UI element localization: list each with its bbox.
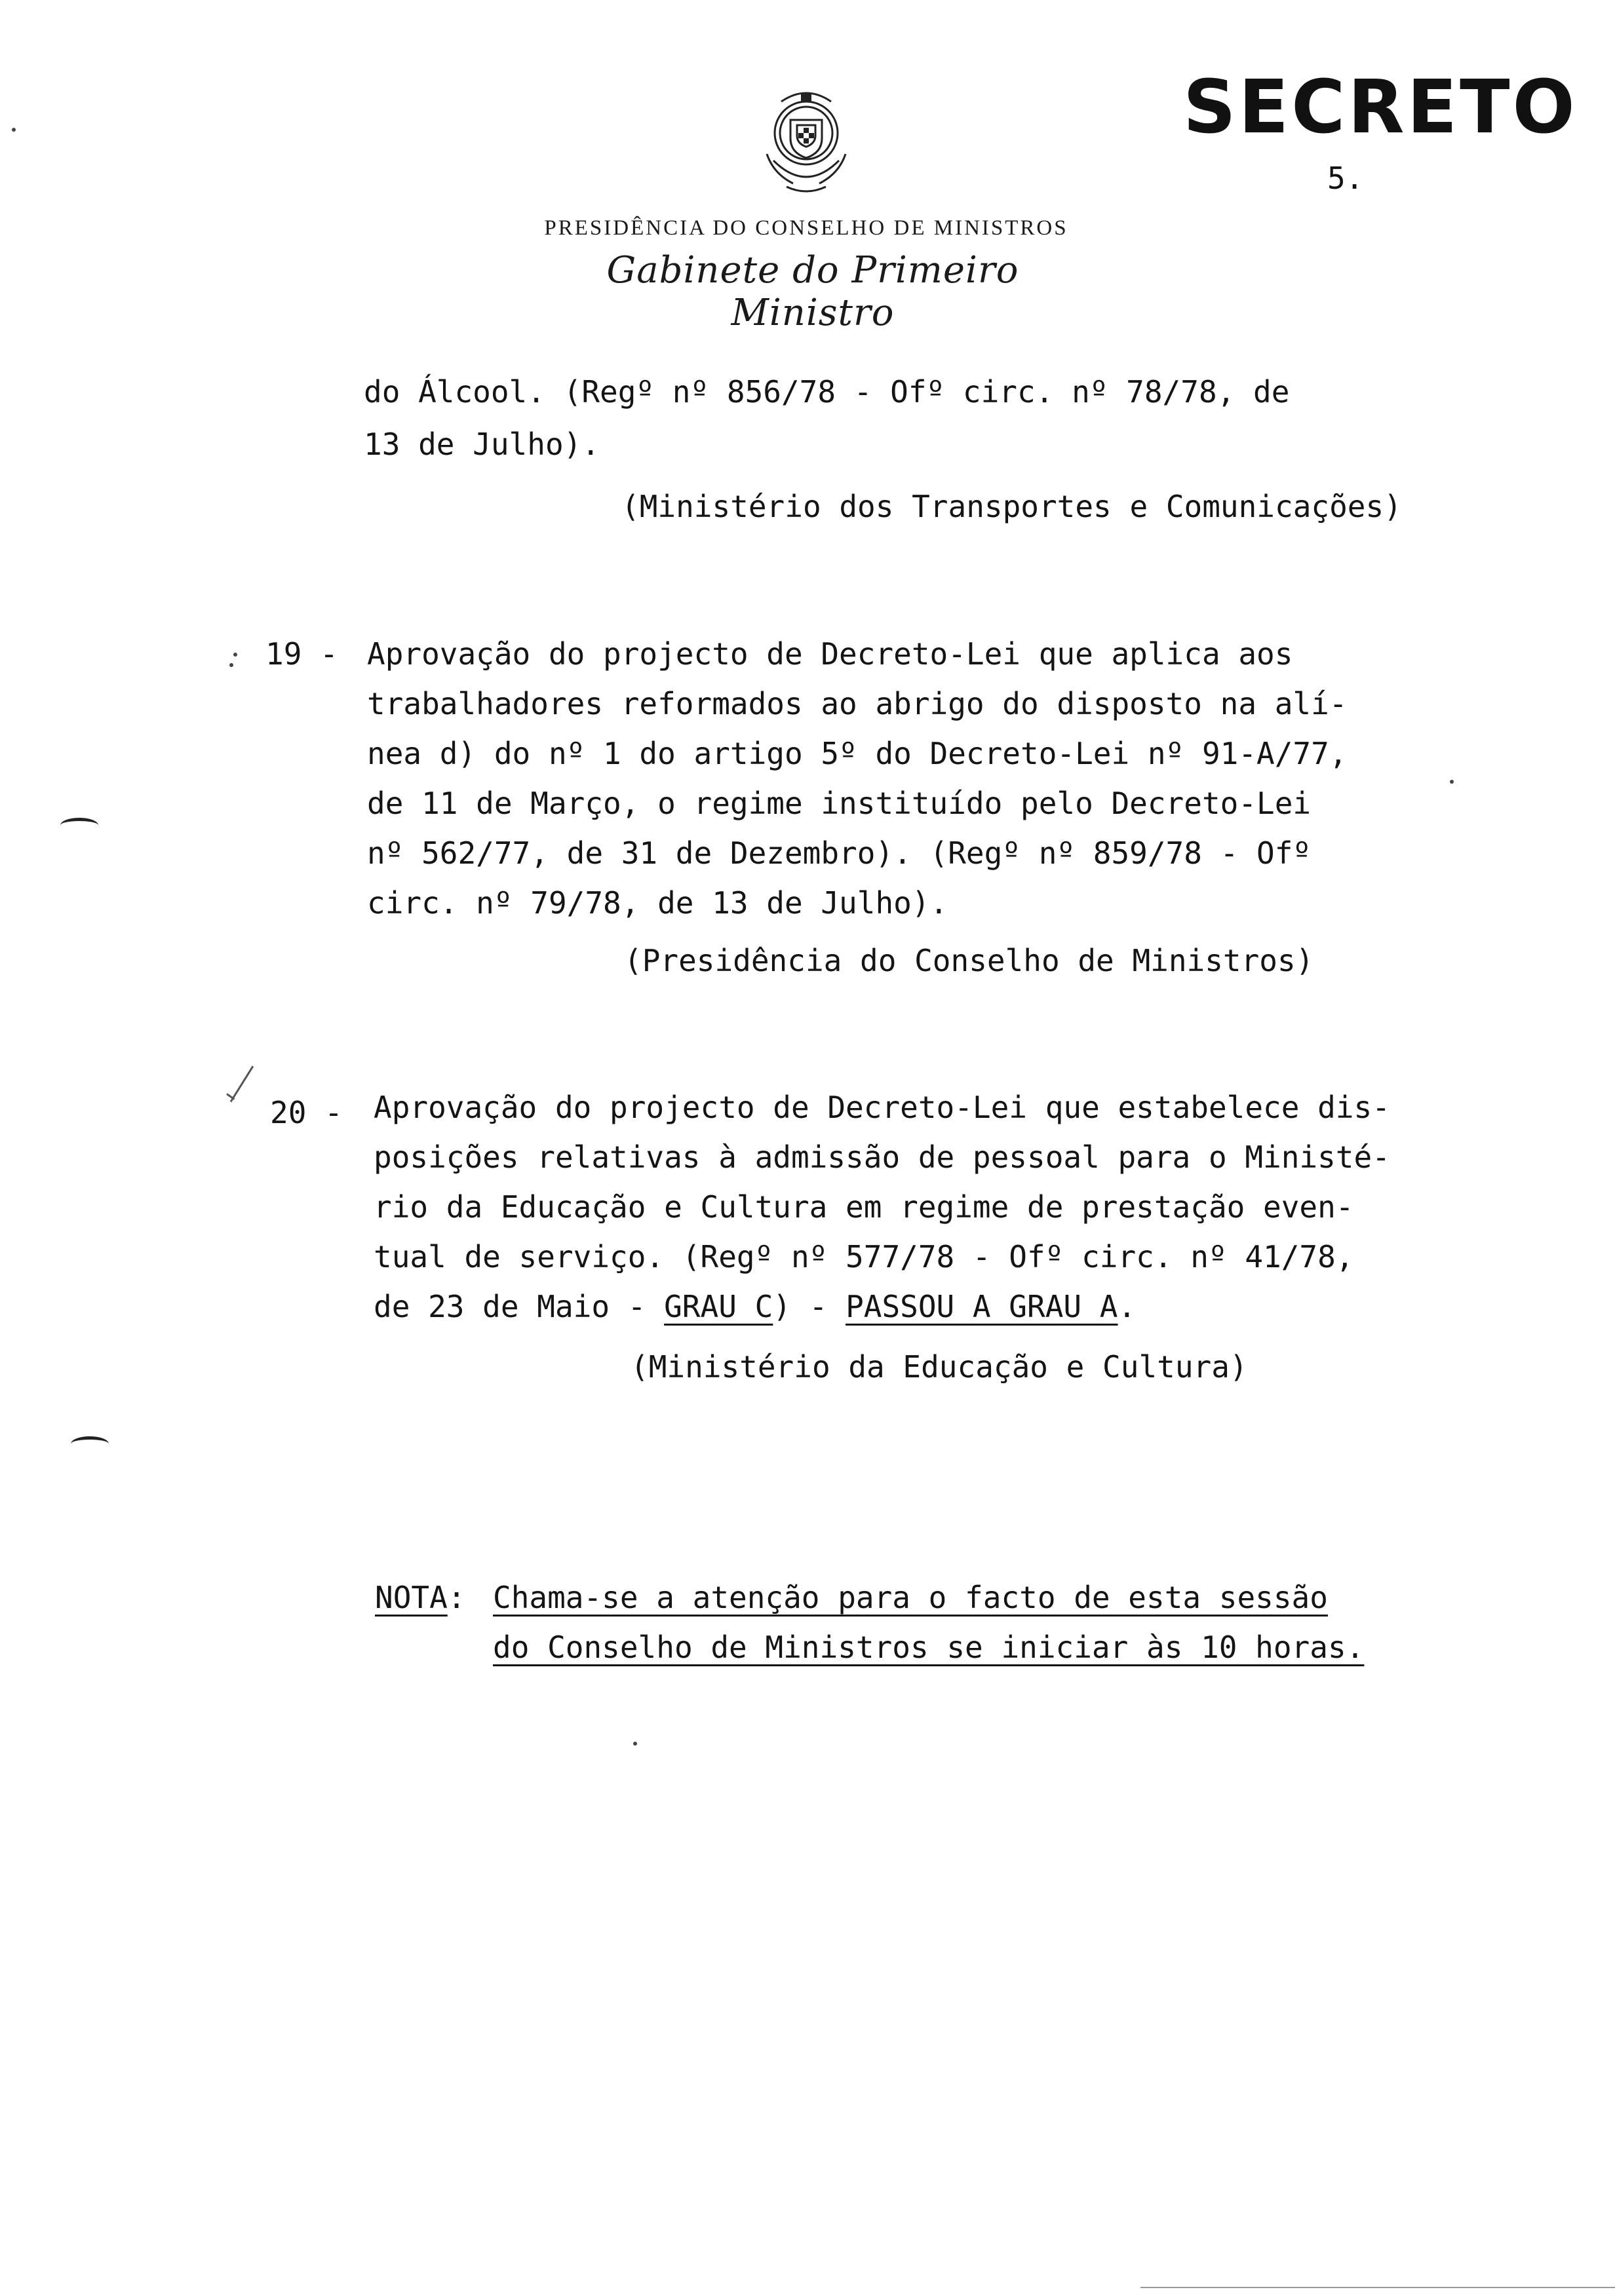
item-last-line-prefix: de 23 de Maio - [374,1289,665,1324]
item-line: Aprovação do projecto de Decreto-Lei que estabelece dis- [374,1090,1390,1125]
note-label: NOTA [375,1580,448,1615]
item-line: nea d) do nº 1 do artigo 5º do Decreto-Lei nº 91-A/77, [367,736,1348,771]
page-number: 5. [1327,161,1364,196]
margin-dot [12,128,16,132]
note-label-line [375,1573,465,1622]
note-line: Chama-se a atenção para o facto de esta sessão [493,1580,1328,1615]
grade-status: PASSOU A GRAU A [846,1289,1118,1324]
item-line: posições relativas à admissão de pessoal para o Ministé- [374,1139,1390,1175]
coat-of-arms-icon [741,82,872,206]
item-line: Aprovação do projecto de Decreto-Lei que aplica aos [367,636,1293,672]
continuation-line: do Álcool. (Regº nº 856/78 - Ofº circ. nº 78/78, de [364,374,1290,410]
continuation-ministry: (Ministério dos Transportes e Comunicações) [621,489,1402,524]
item-last-line-suffix: . [1118,1289,1137,1324]
item-last-line [374,1282,1136,1331]
item-line: circ. nº 79/78, de 13 de Julho). [367,885,948,921]
item-number: 19 - [265,636,338,672]
margin-dot [1450,780,1454,784]
institution-heading: PRESIDÊNCIA DO CONSELHO DE MINISTROS [544,216,1068,240]
item-ministry: (Ministério da Educação e Cultura) [631,1349,1248,1385]
item-number: 20 - [270,1095,343,1130]
note-colon: : [447,1580,466,1615]
item-last-line-middle: ) - [773,1289,846,1324]
hole-punch-mark [60,818,98,833]
continuation-line: 13 de Julho). [364,427,600,462]
item-line: rio da Educação e Cultura em regime de prestação even- [374,1189,1354,1225]
item-line: de 11 de Março, o regime instituído pelo Decreto-Lei [367,786,1312,821]
item-line: tual de serviço. (Regº nº 577/78 - Ofº circ. nº 41/78, [374,1239,1354,1274]
margin-dot [229,663,233,667]
item-line: trabalhadores reformados ao abrigo do disposto na alí- [367,686,1348,721]
hole-punch-mark [71,1436,109,1451]
grade-label: GRAU C [664,1289,773,1324]
cabinet-subheading: Gabinete do Primeiro Ministro [606,249,1019,334]
margin-dot [233,653,237,657]
note-line: do Conselho de Ministros se iniciar às 10 horas. [493,1630,1365,1665]
classification-stamp: SECRETO [1183,65,1578,150]
item-ministry: (Presidência do Conselho de Ministros) [624,943,1314,978]
item-line: nº 562/77, de 31 de Dezembro). (Regº nº 859/78 - Ofº [367,835,1312,871]
margin-dot [633,1742,637,1746]
bottom-edge-rule [1140,2287,1615,2288]
